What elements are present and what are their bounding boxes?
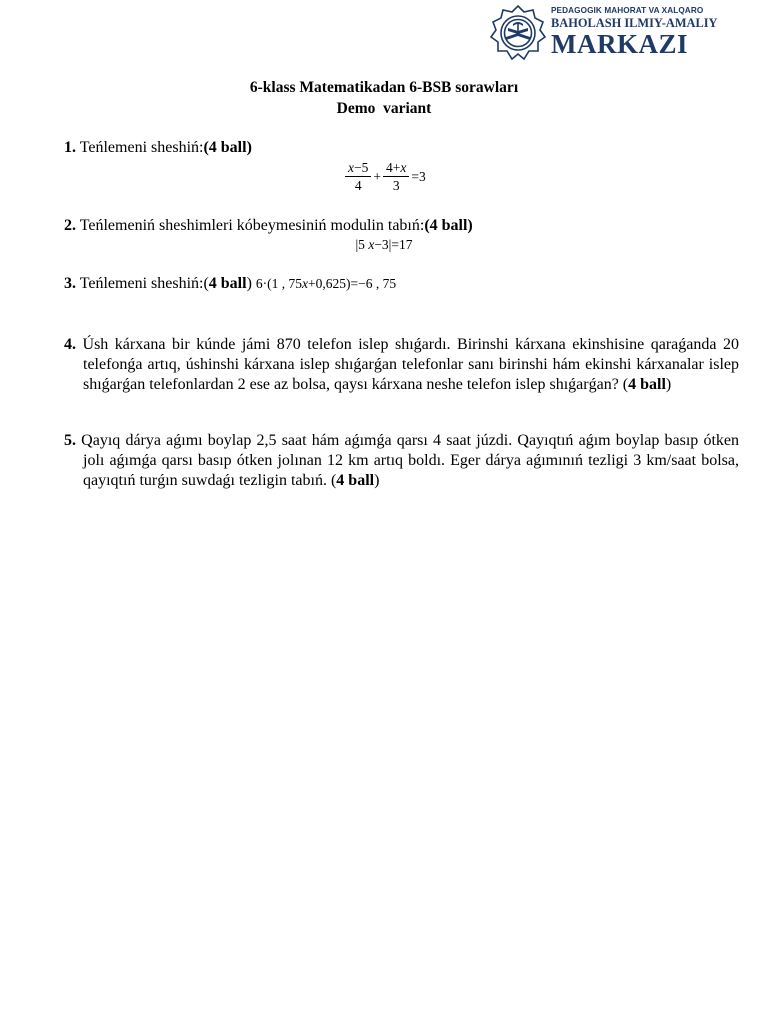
formula-part-1: 6·(1 , 75 — [255, 276, 303, 291]
question-points: 4 ball — [336, 472, 375, 489]
equation-2 — [0, 236, 768, 254]
organization-logo — [489, 4, 718, 62]
question-2 — [64, 216, 720, 236]
right-hand-side: =3 — [411, 168, 426, 184]
question-number: 5. — [64, 432, 76, 449]
question-points: (4 ball) — [424, 217, 473, 234]
equation-3 — [256, 276, 396, 291]
variable-x: x — [302, 276, 309, 291]
question-number: 3. — [64, 275, 76, 292]
question-number: 1. — [64, 139, 76, 156]
question-number: 2. — [64, 217, 76, 234]
denominator: 3 — [392, 177, 400, 193]
question-points: (4 ball) — [203, 139, 252, 156]
formula-close: −3|=17 — [374, 237, 413, 252]
question-text: Teńlemeni sheshiń:( — [76, 275, 209, 292]
variable-x: x — [348, 159, 354, 175]
fraction-1 — [345, 160, 371, 193]
question-text-after: ) — [374, 472, 380, 489]
question-3 — [64, 274, 720, 294]
question-text-after: ) — [665, 376, 672, 393]
question-text: Teńlemeni sheshiń: — [76, 139, 204, 156]
numerator-rest: 4+ — [386, 159, 401, 175]
question-text: Teńlemeniń sheshimleri kóbeymesiniń modulin tabıń: — [76, 217, 425, 234]
numerator-rest: −5 — [354, 159, 369, 175]
question-text-after: ) — [246, 275, 256, 292]
document-title — [0, 78, 768, 119]
plus-sign: + — [373, 168, 381, 184]
question-5 — [64, 431, 739, 491]
question-points: 4 ball — [208, 275, 247, 292]
question-number: 4. — [64, 336, 76, 353]
title-line-1: 6-klass Matematikadan 6-BSB sorawları — [249, 79, 519, 96]
title-line-2: Demo variant — [336, 99, 432, 117]
logo-line-1: PEDAGOGIK MAHORAT VA XALQARO — [551, 6, 704, 15]
equation-1 — [344, 158, 427, 194]
logo-line-3: MARKAZI — [551, 29, 688, 59]
question-1 — [64, 138, 720, 158]
question-points: 4 ball — [628, 376, 666, 393]
variable-x: x — [368, 237, 375, 252]
formula-open: |5 — [355, 237, 369, 252]
denominator: 4 — [354, 177, 362, 193]
fraction-2 — [383, 160, 409, 193]
logo-line-2: BAHOLASH ILMIY-AMALIY — [551, 16, 718, 30]
formula-part-2: +0,625)=−6 , 75 — [308, 276, 397, 291]
question-4 — [64, 335, 739, 395]
question-text: Úsh kárxana bir kúnde jámi 870 telefon islep shıǵardı. Birinshi kárxana ekinshisine qaraǵanda 20 telefonǵa artıq, úshinshi kárxana islep shıǵarǵan telefonlar sanı birinshi hám ekinshi kárxanalar islep shıǵarǵan telefonlardan 2 ese az bolsa, qaysı kárxana neshe telefon islep shıǵarǵan? ( — [76, 336, 739, 393]
variable-x: x — [400, 159, 407, 175]
question-text: Qayıq dárya aǵımı boylap 2,5 saat hám aǵımǵa qarsı 4 saat júzdi. Qayıqtıń aǵım boylap basıp ótken jolı aǵımǵa qarsı basıp ótken jolınan 12 km artıq boldı. Eger dárya aǵımınıń tezligi 3 km/saat bolsa, qayıqtıń turǵın suwdaǵı tezligin tabıń. ( — [76, 432, 739, 489]
book-emblem-icon — [489, 4, 547, 62]
